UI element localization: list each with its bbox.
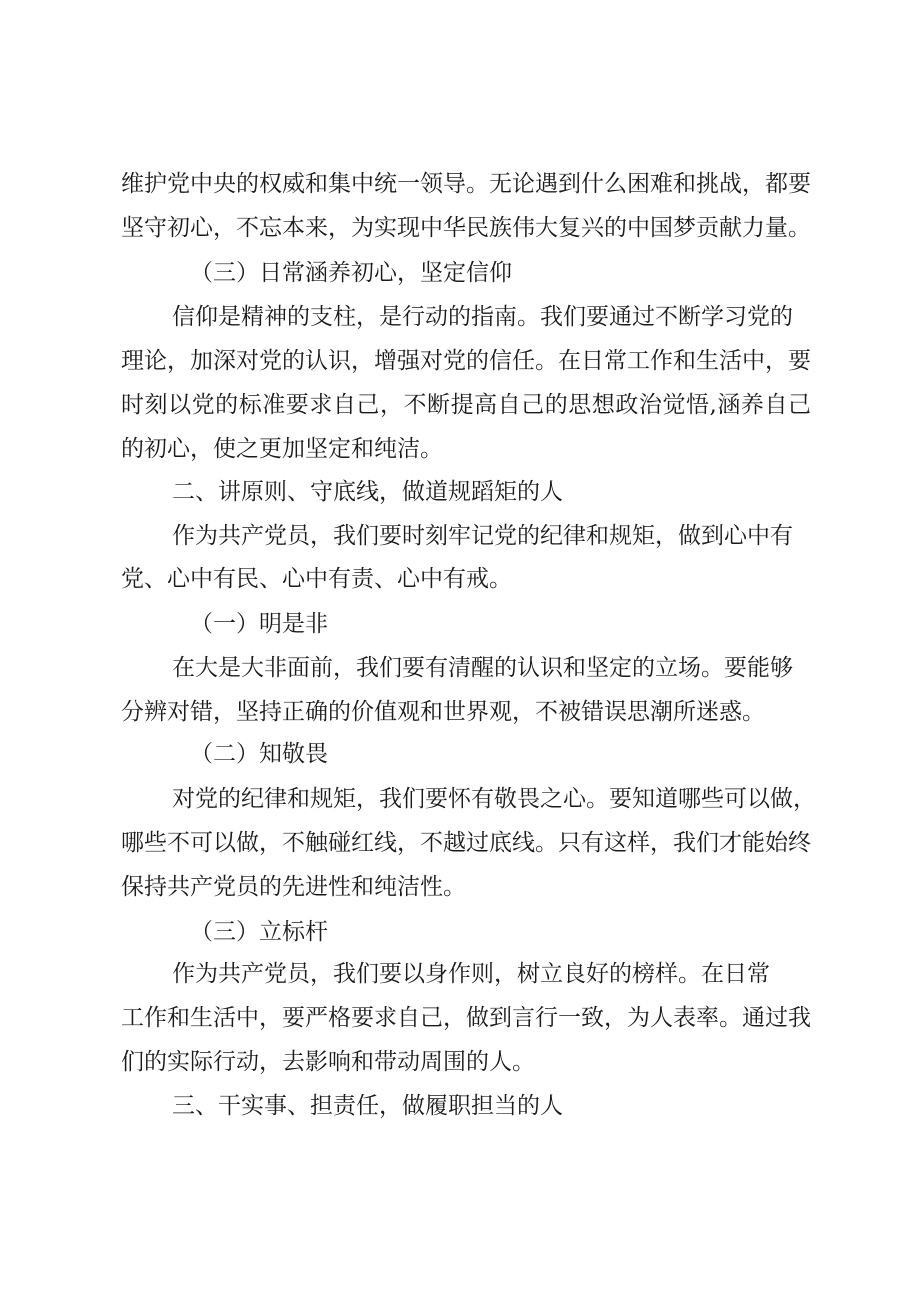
body-text-line: 时刻以党的标准要求自己，不断提高自己的思想政治觉悟,涵养自己: [121, 392, 811, 418]
body-text-line: 的初心，使之更加坚定和纯洁。: [121, 436, 443, 462]
body-text-line: 维护党中央的权威和集中统一领导。无论遇到什么困难和挑战，都要: [121, 171, 811, 197]
body-text-line: 党、心中有民、心中有责、心中有戒。: [121, 566, 512, 592]
section-heading: 二、讲原则、守底线，做道规蹈矩的人: [172, 479, 563, 505]
paragraph-first-line: 在大是大非面前，我们要有清醒的认识和坚定的立场。要能够: [172, 655, 793, 681]
subheading: （三）日常涵养初心，坚定信仰: [190, 260, 512, 286]
body-text-line: 工作和生活中，要严格要求自己，做到言行一致，为人表率。通过我: [121, 1005, 811, 1031]
paragraph-first-line: 作为共产党员，我们要以身作则，树立良好的榜样。在日常: [172, 961, 770, 987]
body-text-line: 理论，加深对党的认识，增强对党的信任。在日常工作和生活中，要: [121, 348, 811, 374]
body-text-line: 坚守初心，不忘本来，为实现中华民族伟大复兴的中国梦贡献力量。: [121, 215, 811, 241]
paragraph-first-line: 对党的纪律和规矩，我们要怀有敬畏之心。要知道哪些可以做，: [172, 786, 816, 812]
section-heading: 三、干实事、担责任，做履职担当的人: [172, 1093, 563, 1119]
subheading: （二）知敬畏: [190, 741, 328, 767]
body-text-line: 们的实际行动，去影响和带动周围的人。: [121, 1049, 535, 1075]
paragraph-first-line: 作为共产党员，我们要时刻牢记党的纪律和规矩，做到心中有: [172, 523, 793, 549]
subheading: （一）明是非: [190, 611, 328, 637]
body-text-line: 哪些不可以做，不触碰红线，不越过底线。只有这样，我们才能始终: [121, 830, 811, 856]
subheading: （三）立标杆: [190, 919, 328, 945]
paragraph-first-line: 信仰是精神的支柱，是行动的指南。我们要通过不断学习党的: [172, 304, 793, 330]
body-text-line: 保持共产党员的先进性和纯洁性。: [121, 874, 466, 900]
body-text-line: 分辨对错，坚持正确的价值观和世界观，不被错误思潮所迷惑。: [121, 699, 765, 725]
